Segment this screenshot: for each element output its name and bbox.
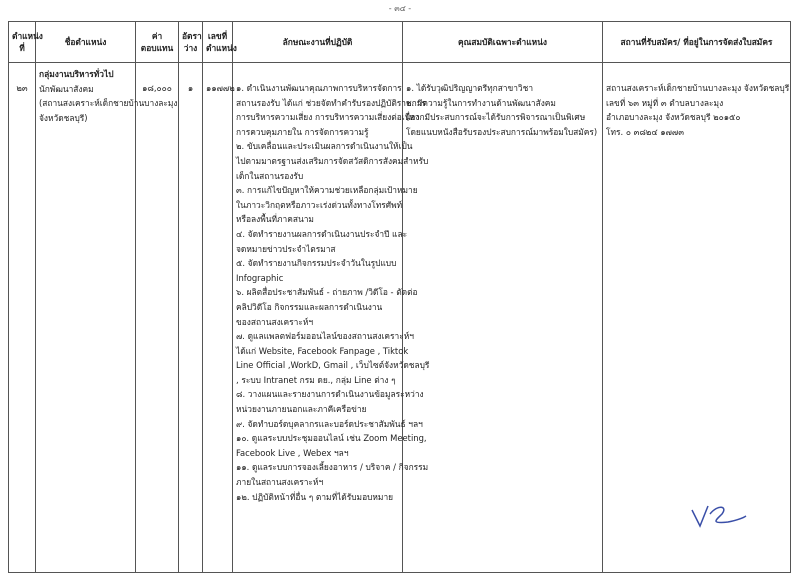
qualification-line: ๒. มีความรู้ในการทำงานด้านพัฒนาสังคม (406, 97, 556, 108)
duty-line: ๘. วางแผนและรายงานการดำเนินงานข้อมูลระหว่าง (236, 389, 424, 400)
duty-line: ได้แก่ Website, Facebook Fanpage , Tiktok (236, 345, 409, 356)
position-name: นักพัฒนาสังคม (39, 83, 94, 94)
cell-duties (233, 63, 430, 573)
duty-line: หรือลงพื้นที่ภาคสนาม (236, 214, 314, 225)
duty-line: การควบคุมภายใน การจัดการความรู้ (236, 126, 369, 137)
group-name: กลุ่มงานบริหารทั่วไป (39, 69, 114, 79)
header-position-id: เลขที่ตำแหน่ง (203, 22, 233, 63)
header-address: สถานที่รับสมัคร/ ที่อยู่ในการจัดส่งใบสมัคร (603, 22, 791, 63)
duty-line: Infographic (236, 272, 284, 283)
duty-line: ๒. ขับเคลื่อนและประเมินผลการดำเนินงานให้เป็น (236, 141, 413, 152)
duty-line: Line Official ,WorkD, Gmail , เว็บไซต์จังหวัดชลบุรี (236, 360, 430, 371)
header-salary: ค่าตอบแทน (136, 22, 179, 63)
row-number: ๒๓ (16, 83, 28, 93)
cell-address (603, 63, 791, 573)
duty-line: ๑๑. ดูแลระบบการจองเลี้ยงอาหาร / บริจาค / กิจกรรม (236, 462, 429, 473)
page-number: - ๓๔ - (388, 4, 412, 13)
duty-line: หน่วยงานภายนอกและภาคีเครือข่าย (236, 404, 367, 415)
header-qualifications: คุณสมบัติเฉพาะตำแหน่ง (403, 22, 603, 63)
header-position: ชื่อตำแหน่ง (36, 22, 136, 63)
address-line: สถานสงเคราะห์เด็กชายบ้านบางละมุง จังหวัดชลบุรี (606, 83, 790, 93)
duty-line: Facebook Live , Webex ฯลฯ (236, 447, 349, 458)
cell-vacancy (179, 63, 203, 573)
vacancy: ๑ (187, 83, 194, 93)
duty-line: ๔. จัดทำรายงานผลการดำเนินงานประจำปี และ (236, 228, 408, 239)
qualification-line: ๑. ได้รับวุฒิปริญญาตรีทุกสาขาวิชา (406, 83, 534, 93)
duty-line: ๑๐. ดูแลระบบประชุมออนไลน์ เช่น Zoom Meeting, (236, 433, 427, 444)
header-vacancy: อัตราว่าง (179, 22, 203, 63)
position-id: ๑๑๗๗๒ (206, 83, 235, 93)
cell-qualifications (403, 63, 603, 573)
address-line: เลขที่ ๖๓ หมู่ที่ ๓ ตำบลบางละมุง (606, 97, 724, 108)
header-duties: ลักษณะงานที่ปฏิบัติ (233, 22, 403, 63)
duty-line: ๓. การแก้ไขปัญหาให้ความช่วยเหลือกลุ่มเป้าหมาย (236, 185, 418, 196)
qualification-line: โดยแนบหนังสือรับรองประสบการณ์มาพร้อมใบสมัคร) (406, 126, 598, 137)
duty-line: ในภาวะวิกฤตหรือภาวะเร่งด่วนทั้งทางโทรศัพท์ (236, 199, 403, 210)
duty-line: ๖. ผลิตสื่อประชาสัมพันธ์ - ถ่ายภาพ /วิดีโอ - ตัดต่อ (236, 287, 418, 298)
cell-no (9, 63, 36, 573)
duty-line: เด็กในสถานรองรับ (236, 170, 304, 181)
duty-line: จดหมายข่าวประจำไตรมาส (236, 243, 336, 254)
duty-line: ของสถานสงเคราะห์ฯ (236, 316, 314, 327)
cell-position-id (203, 63, 233, 573)
duty-line: การบริหารความเสี่ยง การบริหารความเสี่ยงต่อเนื่อง (236, 112, 420, 123)
duty-line: ๕. จัดทำรายงานกิจกรรมประจำวันในรูปแบบ (236, 258, 397, 269)
salary: ๑๘,๐๐๐ (142, 83, 172, 93)
duty-line: ไปตามมาตรฐานส่งเสริมการจัดสวัสดิการสังคมสำหรับ (236, 155, 429, 166)
header-row (9, 22, 791, 63)
duty-line: , ระบบ Intranet กรม ดย., กลุ่ม Line ต่าง ๆ (236, 374, 396, 385)
unit-line: (สถานสงเคราะห์เด็กชายบ้านบางละมุง (39, 98, 178, 109)
qualification-line: (หากมีประสบการณ์จะได้รับการพิจารณาเป็นพิเศษ (406, 112, 586, 123)
address-line: โทร. ๐ ๓๘๒๔ ๑๗๗๓ (606, 126, 684, 137)
duty-line: ๙. จัดทำบอร์ดบุคลากรและบอร์ดประชาสัมพันธ์ ฯลฯ (236, 418, 423, 429)
signature (688, 500, 748, 530)
unit-line: จังหวัดชลบุรี) (39, 112, 88, 123)
duty-line: ๑๒. ปฏิบัติหน้าที่อื่น ๆ ตามที่ได้รับมอบหมาย (236, 491, 394, 502)
cell-salary (136, 63, 179, 573)
header-no: ตำแหน่งที่ (9, 22, 36, 63)
duty-line: ๗. ดูแลแพลตฟอร์มออนไลน์ของสถานสงเคราะห์ฯ (236, 331, 414, 342)
table-row (9, 63, 791, 573)
job-table (8, 21, 791, 573)
duty-line: ภายในสถานสงเคราะห์ฯ (236, 477, 324, 488)
duty-line: สถานรองรับ ได้แก่ ช่วยจัดทำคำรับรองปฏิบัติราชการ (236, 97, 426, 108)
address-line: อำเภอบางละมุง จังหวัดชลบุรี ๒๐๑๕๐ (606, 112, 741, 123)
duty-line: ๑. ดำเนินงานพัฒนาคุณภาพการบริหารจัดการ (236, 83, 402, 93)
duty-line: คลิปวิดีโอ กิจกรรมและผลการดำเนินงาน (236, 301, 383, 312)
